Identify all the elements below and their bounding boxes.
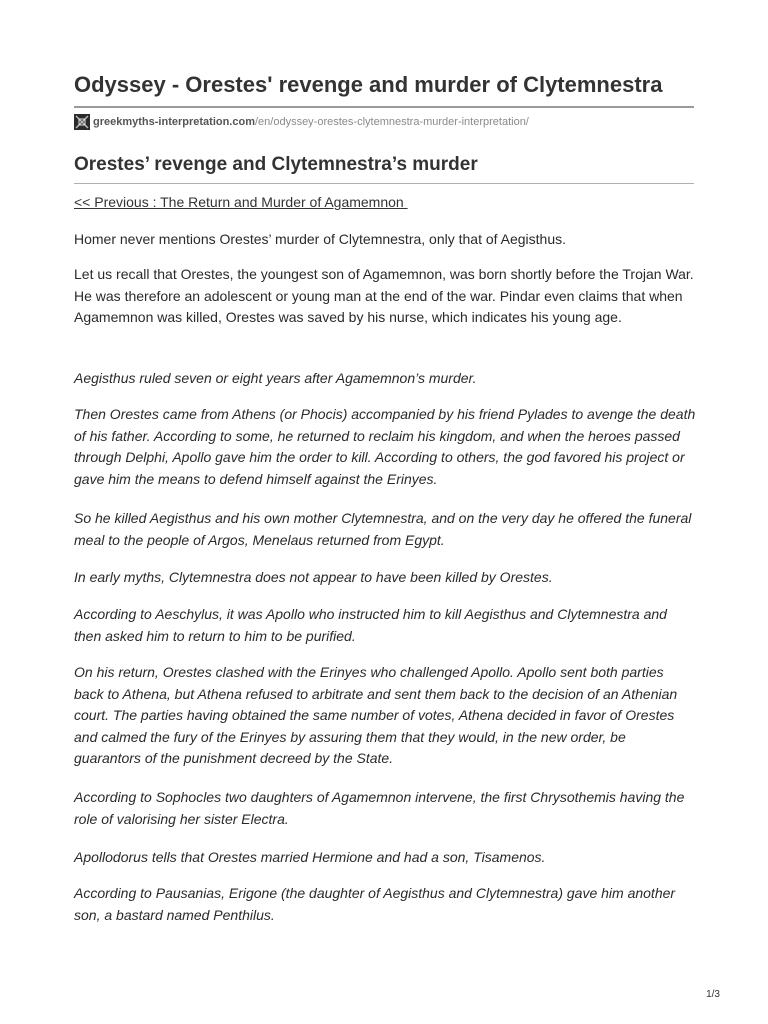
source-domain: greekmyths-interpretation.com [93, 116, 255, 128]
source-path: /en/odyssey-orestes-clytemnestra-murder-interpretation/ [254, 116, 529, 128]
paragraph-8: On his return, Orestes clashed with the Erinyes who challenged Apollo. Apollo sent both parties back to Athena, but Athena refused to arbitrate and sent them back to the decision of an Athenian court. The parties having obtained the same number of votes, Athena decided in favor of Orestes and calmed the fury of the Erinyes by assuring them that they would, in the new order, be guarantors of the punishment decreed by the State. [74, 664, 678, 766]
paragraph-1: Homer never mentions Orestes’ murder of Clytemnestra, only that of Aegisthus. [74, 231, 567, 247]
paragraph-6: In early myths, Clytemnestra does not appear to have been killed by Orestes. [74, 569, 553, 585]
section-divider [74, 183, 694, 184]
paragraph-4: Then Orestes came from Athens (or Phocis) accompanied by his friend Pylades to avenge the death of his father. According to some, he returned to reclaim his kingdom, and when the heroes passed through Delphi, Apollo gave him the order to kill. According to others, the god favored his project or gave him the means to defend himself against the Erinyes. [74, 406, 696, 487]
site-favicon-icon [74, 114, 90, 130]
paragraph-9: According to Sophocles two daughters of Agamemnon intervene, the first Chrysothemis having the role of valorising her sister Electra. [74, 789, 685, 827]
title-divider [74, 106, 694, 108]
page-number: 1/3 [706, 989, 720, 1000]
source-url[interactable] [74, 113, 529, 131]
paragraph-11: According to Pausanias, Erigone (the daughter of Aegisthus and Clytemnestra) gave him another son, a bastard named Penthilus. [74, 885, 676, 923]
paragraph-2: Let us recall that Orestes, the youngest son of Agamemnon, was born shortly before the Trojan War. He was therefore an adolescent or young man at the end of the war. Pindar even claims that when Agamemnon was killed, Orestes was saved by his nurse, which indicates his young age. [74, 266, 694, 325]
paragraph-7: According to Aeschylus, it was Apollo who instructed him to kill Aegisthus and Clytemnestra and then asked him to return to him to be purified. [74, 606, 667, 644]
paragraph-3: Aegisthus ruled seven or eight years after Agamemnon’s murder. [74, 370, 477, 386]
section-title: Orestes’ revenge and Clytemnestra’s murder [74, 154, 478, 175]
previous-page-link[interactable]: << Previous : The Return and Murder of Agamemnon [74, 194, 408, 210]
paragraph-10: Apollodorus tells that Orestes married Hermione and had a son, Tisamenos. [74, 849, 546, 865]
paragraph-5: So he killed Aegisthus and his own mother Clytemnestra, and on the very day he offered the funeral meal to the people of Argos, Menelaus returned from Egypt. [74, 510, 692, 548]
document-title: Odyssey - Orestes' revenge and murder of Clytemnestra [74, 72, 663, 97]
